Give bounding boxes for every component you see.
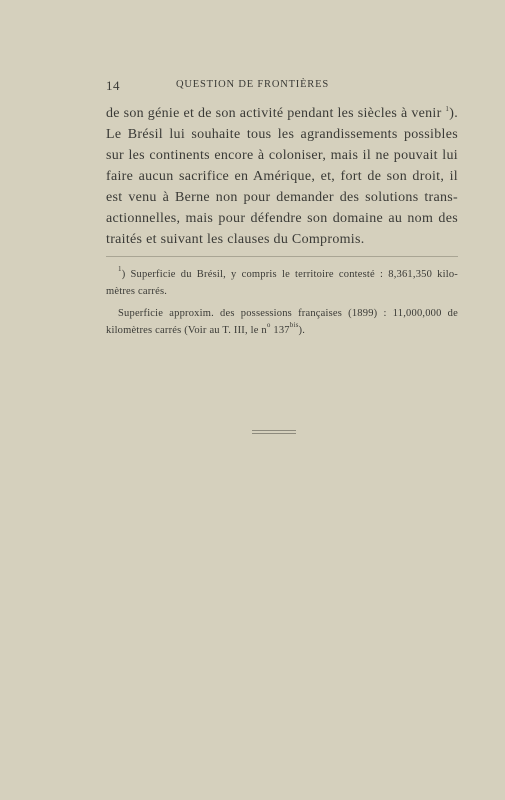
body-line-3: sur les continents encore à coloniser, mais il ne pouvait lui — [106, 148, 458, 163]
body-text — [106, 103, 458, 250]
page-number: 14 — [106, 78, 120, 93]
body-line-1-tail: ). — [449, 106, 458, 121]
body-line-5: est venu à Berne non pour demander des solutions trans- — [106, 190, 458, 205]
body-line-6: actionnelles, mais pour défendre son domaine au nom des — [106, 211, 458, 226]
footnote-2-no-sup: o — [266, 320, 271, 329]
footnote-2-line-2-text: kilomètres carrés (Voir au T. III, le n — [106, 324, 267, 336]
footnote-1-line-1 — [106, 267, 458, 284]
footnote-2-bis-sup: bis — [289, 320, 299, 329]
body-line-1-text: de son génie et de son activité pendant les siècles à venir — [106, 106, 442, 121]
footnote-2-line-1: Superficie approxim. des possessions françaises (1899) : 11,000,000 de — [118, 308, 458, 319]
body-line-7: traités et suivant les clauses du Compromis. — [106, 232, 365, 247]
footnote-1-line-1-text: ) Superficie du Brésil, y compris le territoire contesté : 8,361,350 kilo- — [121, 269, 458, 280]
footnote-ref: 1 — [445, 105, 450, 113]
running-head: QUESTION DE FRONTIÈRES — [176, 79, 329, 90]
footnotes — [106, 267, 458, 339]
footnote-separator — [106, 256, 458, 257]
footnote-2-tail: ). — [298, 324, 306, 336]
footnote-2-line-2 — [106, 320, 458, 340]
body-line-4: faire aucun sacrifice en Amérique, et, fort de son droit, il — [106, 169, 458, 184]
footnote-1-marker: 1 — [118, 265, 122, 273]
end-ornament-bar-top — [252, 430, 296, 431]
footnote-1-line-2: mètres carrés. — [106, 285, 168, 297]
footnote-2-number: 137 — [270, 324, 290, 336]
end-ornament-bar-bottom — [252, 433, 296, 434]
body-line-1 — [106, 103, 458, 124]
end-ornament — [252, 430, 296, 435]
body-line-2: Le Brésil lui souhaite tous les agrandissements possibles — [106, 127, 458, 142]
